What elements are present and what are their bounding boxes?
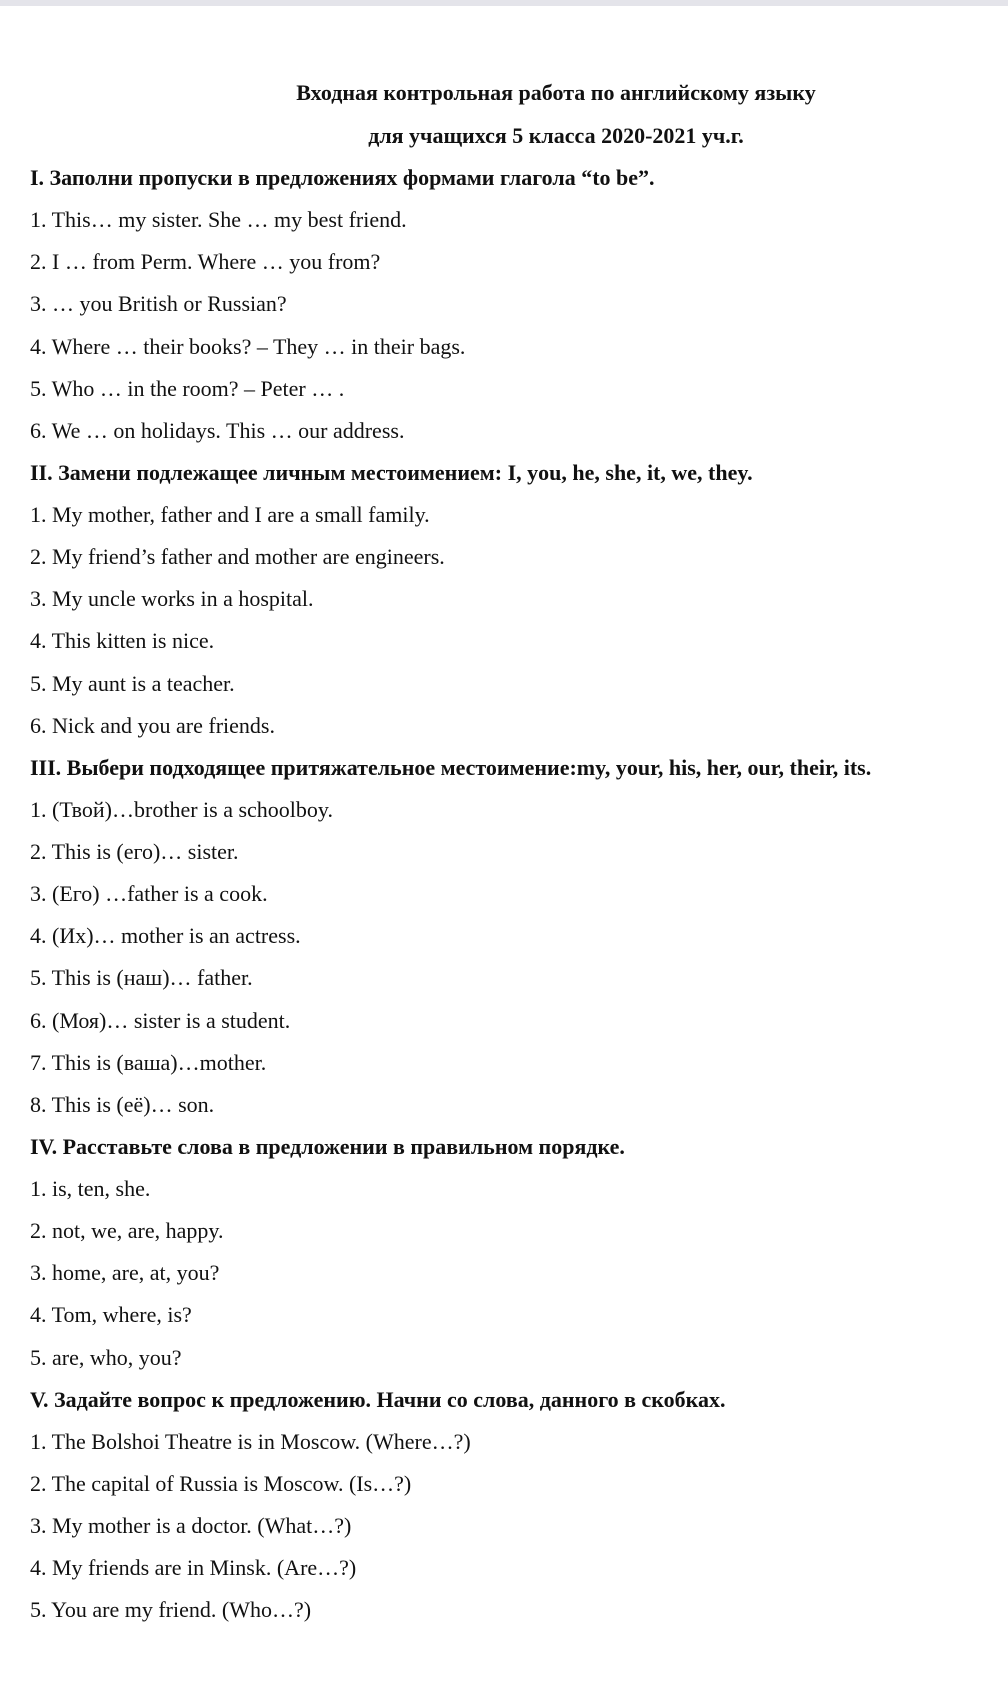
document-subtitle: для учащихся 5 класса 2020-2021 уч.г. bbox=[368, 123, 744, 148]
exercise-item: 2. I … from Perm. Where … you from? bbox=[30, 249, 381, 275]
exercise-item: 6. Nick and you are friends. bbox=[30, 712, 275, 738]
exercise-item: 2. This is (его)… sister. bbox=[30, 839, 239, 864]
exercise-item: 1. My mother, father and I are a small family. bbox=[30, 502, 430, 527]
exercise-item: 6. (Моя)… sister is a student. bbox=[30, 1007, 291, 1033]
exercise-section bbox=[30, 452, 1000, 747]
section-heading: III. Выбери подходящее притяжательное местоимение:my, your, his, her, our, their, its. bbox=[30, 754, 872, 780]
section-heading: II. Замени подлежащее личным местоимением: I, you, he, she, it, we, they. bbox=[30, 459, 753, 485]
exercise-item: 5. You are my friend. (Who…?) bbox=[30, 1597, 312, 1623]
exercise-item: 3. My mother is a doctor. (What…?) bbox=[30, 1513, 352, 1538]
exercise-item: 1. This… my sister. She … my best friend. bbox=[30, 207, 407, 233]
exercise-item: 8. This is (её)… son. bbox=[30, 1091, 215, 1117]
exercise-item: 3. home, are, at, you? bbox=[30, 1260, 220, 1286]
exercise-item: 4. Tom, where, is? bbox=[30, 1302, 192, 1328]
exercise-item: 5. are, who, you? bbox=[30, 1344, 182, 1370]
exercise-item: 3. My uncle works in a hospital. bbox=[30, 586, 314, 612]
exercise-content bbox=[30, 157, 1000, 1631]
section-heading: IV. Расставьте слова в предложении в правильном порядке. bbox=[30, 1133, 625, 1159]
exercise-item: 2. not, we, are, happy. bbox=[30, 1218, 224, 1244]
exercise-section bbox=[30, 747, 1000, 1126]
top-bar bbox=[0, 0, 1008, 6]
section-heading: I. Заполни пропуски в предложениях формами глагола “to be”. bbox=[30, 165, 655, 190]
exercise-item: 4. Where … their books? – They … in their bags. bbox=[30, 333, 466, 359]
exercise-item: 4. (Их)… mother is an actress. bbox=[30, 923, 301, 949]
exercise-item: 3. (Его) …father is a cook. bbox=[30, 881, 268, 907]
exercise-item: 1. is, ten, she. bbox=[30, 1176, 151, 1201]
exercise-item: 4. My friends are in Minsk. (Are…?) bbox=[30, 1555, 357, 1581]
exercise-item: 7. This is (ваша)…mother. bbox=[30, 1049, 267, 1075]
exercise-item: 6. We … on holidays. This … our address. bbox=[30, 417, 405, 443]
exercise-item: 5. This is (наш)… father. bbox=[30, 965, 253, 991]
exercise-item: 4. This kitten is nice. bbox=[30, 628, 215, 654]
section-heading: V. Задайте вопрос к предложению. Начни со слова, данного в скобках. bbox=[30, 1386, 726, 1412]
exercise-item: 3. … you British or Russian? bbox=[30, 291, 287, 317]
document-title: Входная контрольная работа по английскому языку bbox=[296, 80, 816, 105]
exercise-section bbox=[30, 1126, 1000, 1379]
exercise-item: 5. Who … in the room? – Peter … . bbox=[30, 375, 345, 401]
exercise-section bbox=[30, 1379, 1000, 1632]
exercise-item: 1. (Твой)…brother is a schoolboy. bbox=[30, 796, 333, 822]
exercise-item: 2. My friend’s father and mother are engineers. bbox=[30, 544, 445, 570]
exercise-item: 1. The Bolshoi Theatre is in Moscow. (Where…?) bbox=[30, 1428, 471, 1454]
exercise-section bbox=[30, 157, 1000, 452]
exercise-item: 5. My aunt is a teacher. bbox=[30, 670, 235, 696]
exercise-item: 2. The capital of Russia is Moscow. (Is…?) bbox=[30, 1470, 412, 1496]
